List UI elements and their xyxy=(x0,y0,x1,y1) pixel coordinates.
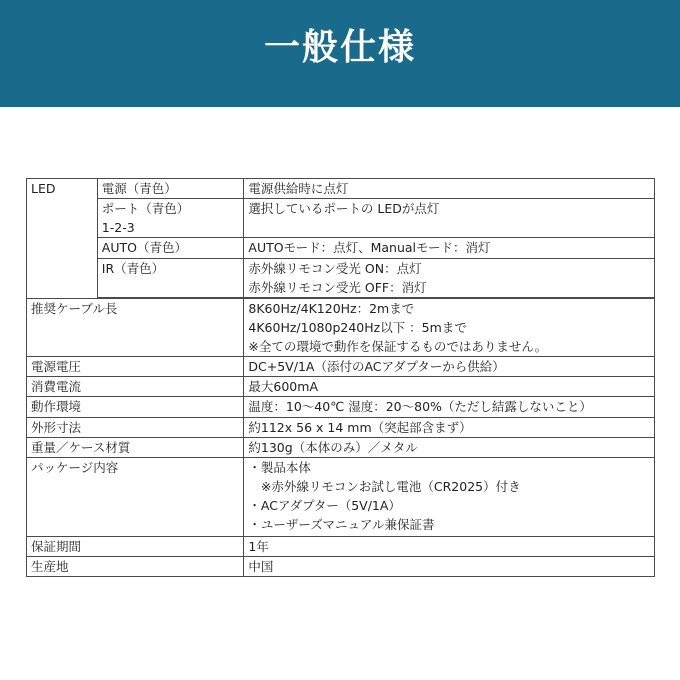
table-row xyxy=(27,259,655,298)
led-ir-value-off: 赤外線リモコン受光 OFF：消灯 xyxy=(248,280,427,295)
weight-value: 約130g（本体のみ）／メタル xyxy=(244,438,655,458)
page-title: 一般仕様 xyxy=(263,27,416,68)
led-port-name-line2: 1-2-3 xyxy=(101,220,135,235)
cable-line: 8K60Hz/4K120Hz：2mまで xyxy=(248,301,415,316)
table-row xyxy=(27,377,655,397)
led-ir-name: IR（青色） xyxy=(97,259,244,298)
table-row xyxy=(27,537,655,557)
package-item: ・ACアダプター（5V/1A） xyxy=(248,498,401,513)
table-row xyxy=(27,418,655,438)
warranty-value: 1年 xyxy=(244,537,655,557)
led-ir-value-on: 赤外線リモコン受光 ON：点灯 xyxy=(248,261,422,276)
package-label: パッケージ内容 xyxy=(27,458,244,537)
package-item: ・製品本体 xyxy=(248,460,311,475)
spec-table xyxy=(26,178,655,577)
led-port-name xyxy=(97,199,244,238)
table-row xyxy=(27,299,655,357)
cable-label: 推奨ケーブル長 xyxy=(27,299,244,357)
led-label: LED xyxy=(27,179,98,299)
table-row xyxy=(27,179,655,199)
table-row xyxy=(27,557,655,577)
table-row xyxy=(27,458,655,537)
led-port-value: 選択しているポートの LEDが点灯 xyxy=(244,199,655,238)
table-row xyxy=(27,238,655,259)
cable-note: ※全ての環境で動作を保証するものではありません。 xyxy=(248,339,548,354)
voltage-label: 電源電圧 xyxy=(27,357,244,377)
cable-value xyxy=(244,299,655,357)
warranty-label: 保証期間 xyxy=(27,537,244,557)
cable-line: 4K60Hz/1080p240Hz以下 ：5mまで xyxy=(248,320,467,335)
size-label: 外形寸法 xyxy=(27,418,244,438)
env-value: 温度：10～40℃ 湿度：20～80%（ただし結露しないこと） xyxy=(244,397,655,418)
led-auto-name: AUTO（青色） xyxy=(97,238,244,259)
size-value: 約112x 56 x 14 mm（突起部含まず） xyxy=(244,418,655,438)
table-row xyxy=(27,357,655,377)
table-row xyxy=(27,438,655,458)
led-port-name-line: ポート（青色） xyxy=(101,201,190,216)
current-value: 最大600mA xyxy=(244,377,655,397)
led-power-value: 電源供給時に点灯 xyxy=(244,179,655,199)
voltage-value: DC+5V/1A（添付のACアダプターから供給） xyxy=(244,357,655,377)
package-item-note: ※赤外線リモコンお試し電池（CR2025）付き xyxy=(248,479,521,494)
package-item: ・ユーザーズマニュアル兼保証書 xyxy=(248,517,435,532)
header-banner xyxy=(0,0,680,107)
led-power-name: 電源（青色） xyxy=(97,179,244,199)
table-row xyxy=(27,397,655,418)
origin-label: 生産地 xyxy=(27,557,244,577)
led-auto-value: AUTOモード：点灯、Manualモード：消灯 xyxy=(244,238,655,259)
table-row xyxy=(27,199,655,238)
origin-value: 中国 xyxy=(244,557,655,577)
env-label: 動作環境 xyxy=(27,397,244,418)
current-label: 消費電流 xyxy=(27,377,244,397)
led-ir-value xyxy=(244,259,655,298)
package-value xyxy=(244,458,655,537)
weight-label: 重量／ケース材質 xyxy=(27,438,244,458)
